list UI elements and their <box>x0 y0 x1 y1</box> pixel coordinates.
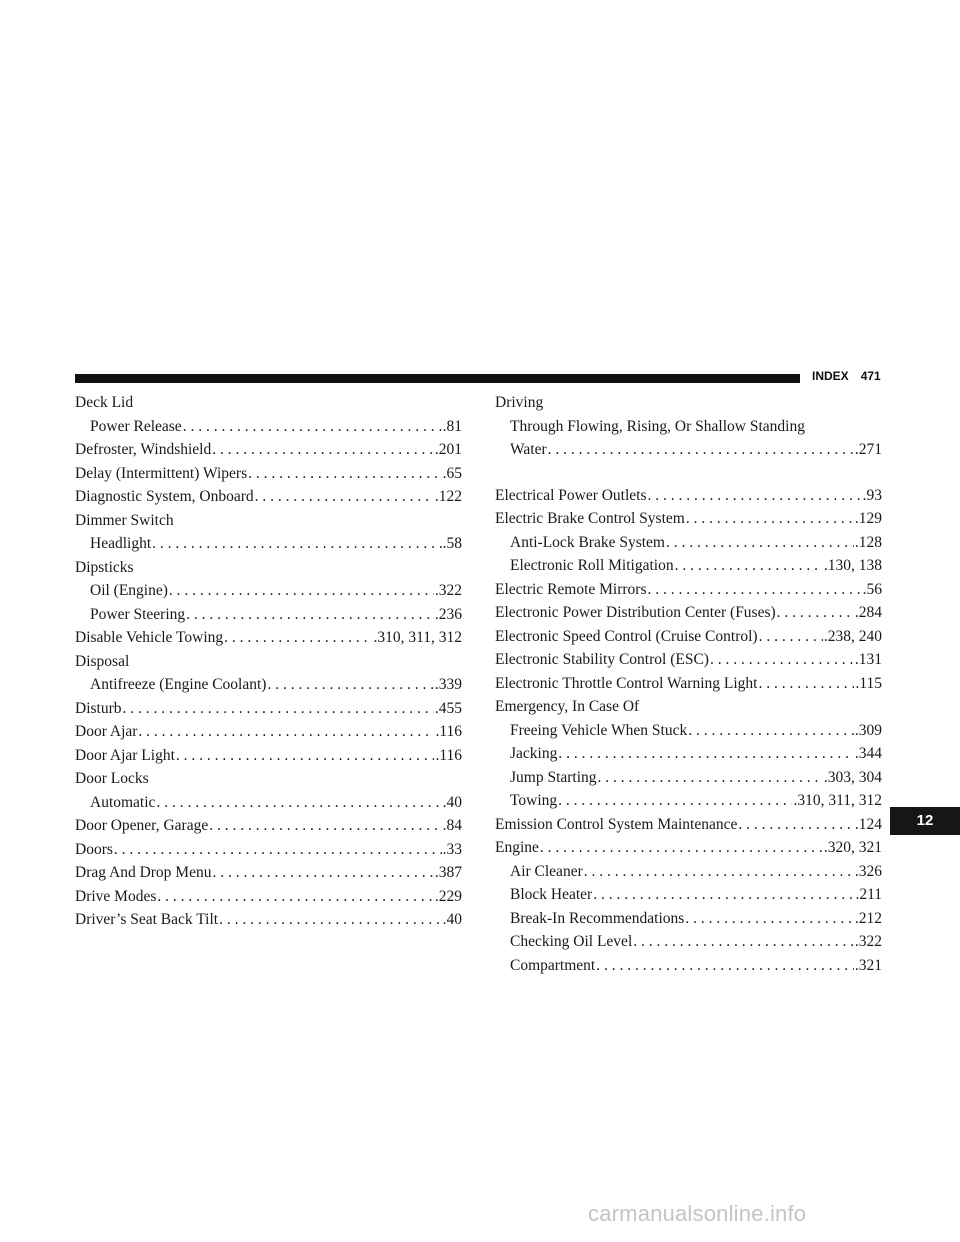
index-entry <box>75 767 462 791</box>
index-entry <box>75 861 462 885</box>
index-subentry <box>495 531 882 555</box>
entry-page-ref[interactable]: .116 <box>435 746 462 764</box>
index-subentry <box>495 415 882 439</box>
index-entry <box>75 438 462 462</box>
index-entry <box>495 813 882 837</box>
dot-leader <box>675 554 823 578</box>
index-subentry <box>495 860 882 884</box>
entry-label: Freeing Vehicle When Stuck <box>510 721 688 739</box>
dot-leader <box>685 907 854 931</box>
entry-page-ref[interactable]: .303, 304 <box>823 768 882 786</box>
dot-leader <box>186 603 434 627</box>
index-subentry <box>75 673 462 697</box>
dot-leader <box>212 438 434 462</box>
index-subentry <box>495 719 882 743</box>
entry-label: Defroster, Windshield <box>75 441 212 458</box>
entry-page-ref[interactable]: .58 <box>442 535 462 552</box>
dot-leader <box>759 672 855 696</box>
dot-leader <box>248 462 442 486</box>
entry-label: Diagnostic System, Onboard <box>75 488 254 505</box>
entry-label: Power Steering <box>90 605 186 623</box>
entry-label: Break-In Recommendations <box>510 909 685 927</box>
dot-leader <box>598 766 823 790</box>
dot-leader <box>593 883 854 907</box>
index-entry <box>75 462 462 486</box>
entry-label: Disposal <box>75 652 130 670</box>
entry-page-ref[interactable]: .130, 138 <box>823 557 882 574</box>
entry-label: Driving <box>495 394 544 411</box>
entry-page-ref[interactable]: .321 <box>854 956 882 974</box>
entry-label: Checking Oil Level <box>510 933 633 950</box>
dot-leader <box>548 438 854 462</box>
entry-page-ref[interactable]: .201 <box>434 441 462 458</box>
entry-label: Power Release <box>90 417 182 435</box>
entry-label: Disable Vehicle Towing <box>75 629 224 646</box>
index-entry <box>495 484 882 508</box>
dot-leader <box>759 625 823 649</box>
entry-label: Electronic Roll Mitigation <box>510 557 674 574</box>
entry-label: Automatic <box>90 793 156 811</box>
dot-leader <box>540 836 823 860</box>
dot-leader <box>224 626 372 650</box>
index-entry <box>75 509 462 533</box>
dot-leader <box>156 791 441 815</box>
index-subentry <box>495 766 882 790</box>
entry-page-ref[interactable]: .271 <box>854 441 882 458</box>
page-number: 471 <box>860 369 881 383</box>
index-entry <box>75 885 462 909</box>
entry-label: Electronic Speed Control (Cruise Control) <box>495 627 758 645</box>
dot-leader <box>152 532 442 556</box>
dot-leader <box>138 720 434 744</box>
entry-label: Through Flowing, Rising, Or Shallow Standing <box>510 417 805 435</box>
entry-page-ref[interactable]: .322 <box>854 933 882 950</box>
entry-label: Door Ajar <box>75 723 138 740</box>
dot-leader <box>596 954 854 978</box>
index-subentry <box>495 789 882 813</box>
entry-label: Delay (Intermittent) Wipers <box>75 464 248 482</box>
index-entry <box>75 556 462 580</box>
entry-label: Electric Remote Mirrors <box>495 580 647 598</box>
entry-page-ref[interactable]: .320, 321 <box>823 839 882 856</box>
entry-label: Jump Starting <box>510 768 597 786</box>
entry-label: Disturb <box>75 699 122 717</box>
dot-leader <box>176 744 435 768</box>
entry-label: Door Ajar Light <box>75 746 175 764</box>
entry-page-ref[interactable]: .122 <box>434 488 462 505</box>
entry-label: Electric Brake Control System <box>495 510 685 527</box>
entry-label: Electrical Power Outlets <box>495 486 647 504</box>
entry-page-ref[interactable]: .56 <box>862 580 882 598</box>
entry-page-ref[interactable]: .65 <box>442 464 462 482</box>
index-entry <box>75 908 462 932</box>
dot-leader <box>710 648 854 672</box>
entry-label: Emission Control System Maintenance <box>495 815 738 833</box>
index-entry <box>75 697 462 721</box>
entry-label: Antifreeze (Engine Coolant) <box>90 676 267 693</box>
header-rule <box>75 374 800 383</box>
entry-page-ref[interactable]: .310, 311, 312 <box>793 792 882 809</box>
index-entry <box>75 814 462 838</box>
entry-page-ref[interactable]: .131 <box>854 651 882 668</box>
running-header <box>812 369 881 383</box>
entry-page-ref[interactable]: .238, 240 <box>823 627 882 645</box>
index-entry <box>495 625 882 649</box>
entry-label: Headlight <box>90 535 152 552</box>
index-entry <box>495 507 882 531</box>
dot-leader <box>267 673 433 697</box>
entry-label: Water <box>510 441 547 458</box>
dot-leader <box>255 485 434 509</box>
entry-page-ref[interactable]: .229 <box>434 887 462 905</box>
entry-label: Dimmer Switch <box>75 511 174 529</box>
entry-label: Electronic Power Distribution Center (Fuses) <box>495 604 776 621</box>
dot-leader <box>169 579 434 603</box>
entry-page-ref[interactable]: .211 <box>855 886 882 903</box>
index-subentry <box>495 883 882 907</box>
index-subentry <box>75 415 462 439</box>
index-entry <box>495 672 882 696</box>
section-title: INDEX <box>812 369 849 383</box>
entry-page-ref[interactable]: .40 <box>442 793 462 811</box>
index-subentry <box>75 791 462 815</box>
index-entry <box>75 391 462 415</box>
entry-page-ref[interactable]: .387 <box>434 864 462 881</box>
entry-label: Driver’s Seat Back Tilt <box>75 911 219 928</box>
dot-leader <box>688 719 854 743</box>
index-subentry <box>495 930 882 954</box>
index-subentry <box>495 954 882 978</box>
entry-label: Block Heater <box>510 886 593 903</box>
index-column-right <box>495 391 882 977</box>
index-entry <box>495 578 882 602</box>
index-entry <box>495 601 882 625</box>
dot-leader <box>114 838 442 862</box>
entry-page-ref[interactable]: .309 <box>854 721 882 739</box>
index-subentry <box>495 742 882 766</box>
entry-label: Air Cleaner <box>510 862 583 880</box>
index-subentry <box>75 603 462 627</box>
index-entry <box>495 836 882 860</box>
index-subentry <box>75 579 462 603</box>
index-entry <box>75 744 462 768</box>
entry-page-ref[interactable]: .129 <box>854 510 882 527</box>
dot-leader <box>738 813 853 837</box>
dot-leader <box>123 697 434 721</box>
dot-leader <box>686 507 854 531</box>
dot-leader <box>209 814 441 838</box>
entry-label: Door Locks <box>75 770 149 787</box>
index-entry <box>495 391 882 415</box>
chapter-tab[interactable]: 12 <box>890 807 960 835</box>
entry-label: Door Opener, Garage <box>75 817 209 834</box>
entry-page-ref[interactable]: .93 <box>862 486 882 504</box>
entry-page-ref[interactable]: .339 <box>434 676 462 693</box>
entry-page-ref[interactable]: .33 <box>442 840 462 858</box>
entry-page-ref[interactable]: .344 <box>854 745 882 762</box>
entry-page-ref[interactable]: .115 <box>855 674 882 692</box>
index-subentry <box>495 438 882 462</box>
entry-label: Deck Lid <box>75 394 134 411</box>
dot-leader <box>584 860 854 884</box>
entry-label: Emergency, In Case Of <box>495 698 640 715</box>
dot-leader <box>633 930 854 954</box>
entry-page-ref[interactable]: .310, 311, 312 <box>373 629 462 646</box>
entry-page-ref[interactable]: .40 <box>442 911 462 928</box>
index-column-left <box>75 391 462 932</box>
index-subentry <box>495 554 882 578</box>
entry-page-ref[interactable]: .284 <box>854 604 882 621</box>
index-entry <box>75 650 462 674</box>
index-entry <box>75 838 462 862</box>
dot-leader <box>648 484 862 508</box>
dot-leader <box>777 601 854 625</box>
entry-page-ref[interactable]: .322 <box>434 582 462 599</box>
dot-leader <box>219 908 442 932</box>
entry-label: Jacking <box>510 745 558 762</box>
entry-label: Towing <box>510 792 558 809</box>
index-entry <box>75 485 462 509</box>
entry-page-ref[interactable]: .116 <box>435 723 462 740</box>
entry-page-ref[interactable]: .128 <box>854 533 882 551</box>
entry-label: Anti-Lock Brake System <box>510 533 665 551</box>
index-entry <box>75 720 462 744</box>
entry-page-ref[interactable]: .81 <box>442 417 462 435</box>
entry-page-ref[interactable]: .326 <box>854 862 882 880</box>
dot-leader <box>666 531 854 555</box>
entry-page-ref[interactable]: .124 <box>854 815 882 833</box>
entry-label: Compartment <box>510 956 596 974</box>
watermark-text: carmanualsonline.info <box>588 1201 807 1226</box>
index-entry <box>495 648 882 672</box>
index-subentry <box>495 907 882 931</box>
index-entry <box>495 695 882 719</box>
dot-leader <box>558 789 792 813</box>
entry-page-ref[interactable]: .236 <box>434 605 462 623</box>
entry-page-ref[interactable]: .84 <box>442 817 462 834</box>
entry-label: Engine <box>495 839 539 856</box>
dot-leader <box>648 578 862 602</box>
entry-label: Drag And Drop Menu <box>75 864 212 881</box>
entry-label: Drive Modes <box>75 887 157 905</box>
entry-label: Oil (Engine) <box>90 582 168 599</box>
entry-page-ref[interactable]: .455 <box>434 699 462 717</box>
entry-label: Electronic Throttle Control Warning Light <box>495 674 758 692</box>
entry-label: Electronic Stability Control (ESC) <box>495 651 709 668</box>
index-entry <box>75 626 462 650</box>
dot-leader <box>212 861 433 885</box>
dot-leader <box>183 415 442 439</box>
index-subentry <box>75 532 462 556</box>
dot-leader <box>157 885 434 909</box>
entry-label: Doors <box>75 840 113 858</box>
entry-label: Dipsticks <box>75 558 134 576</box>
entry-page-ref[interactable]: .212 <box>854 909 882 927</box>
dot-leader <box>558 742 854 766</box>
